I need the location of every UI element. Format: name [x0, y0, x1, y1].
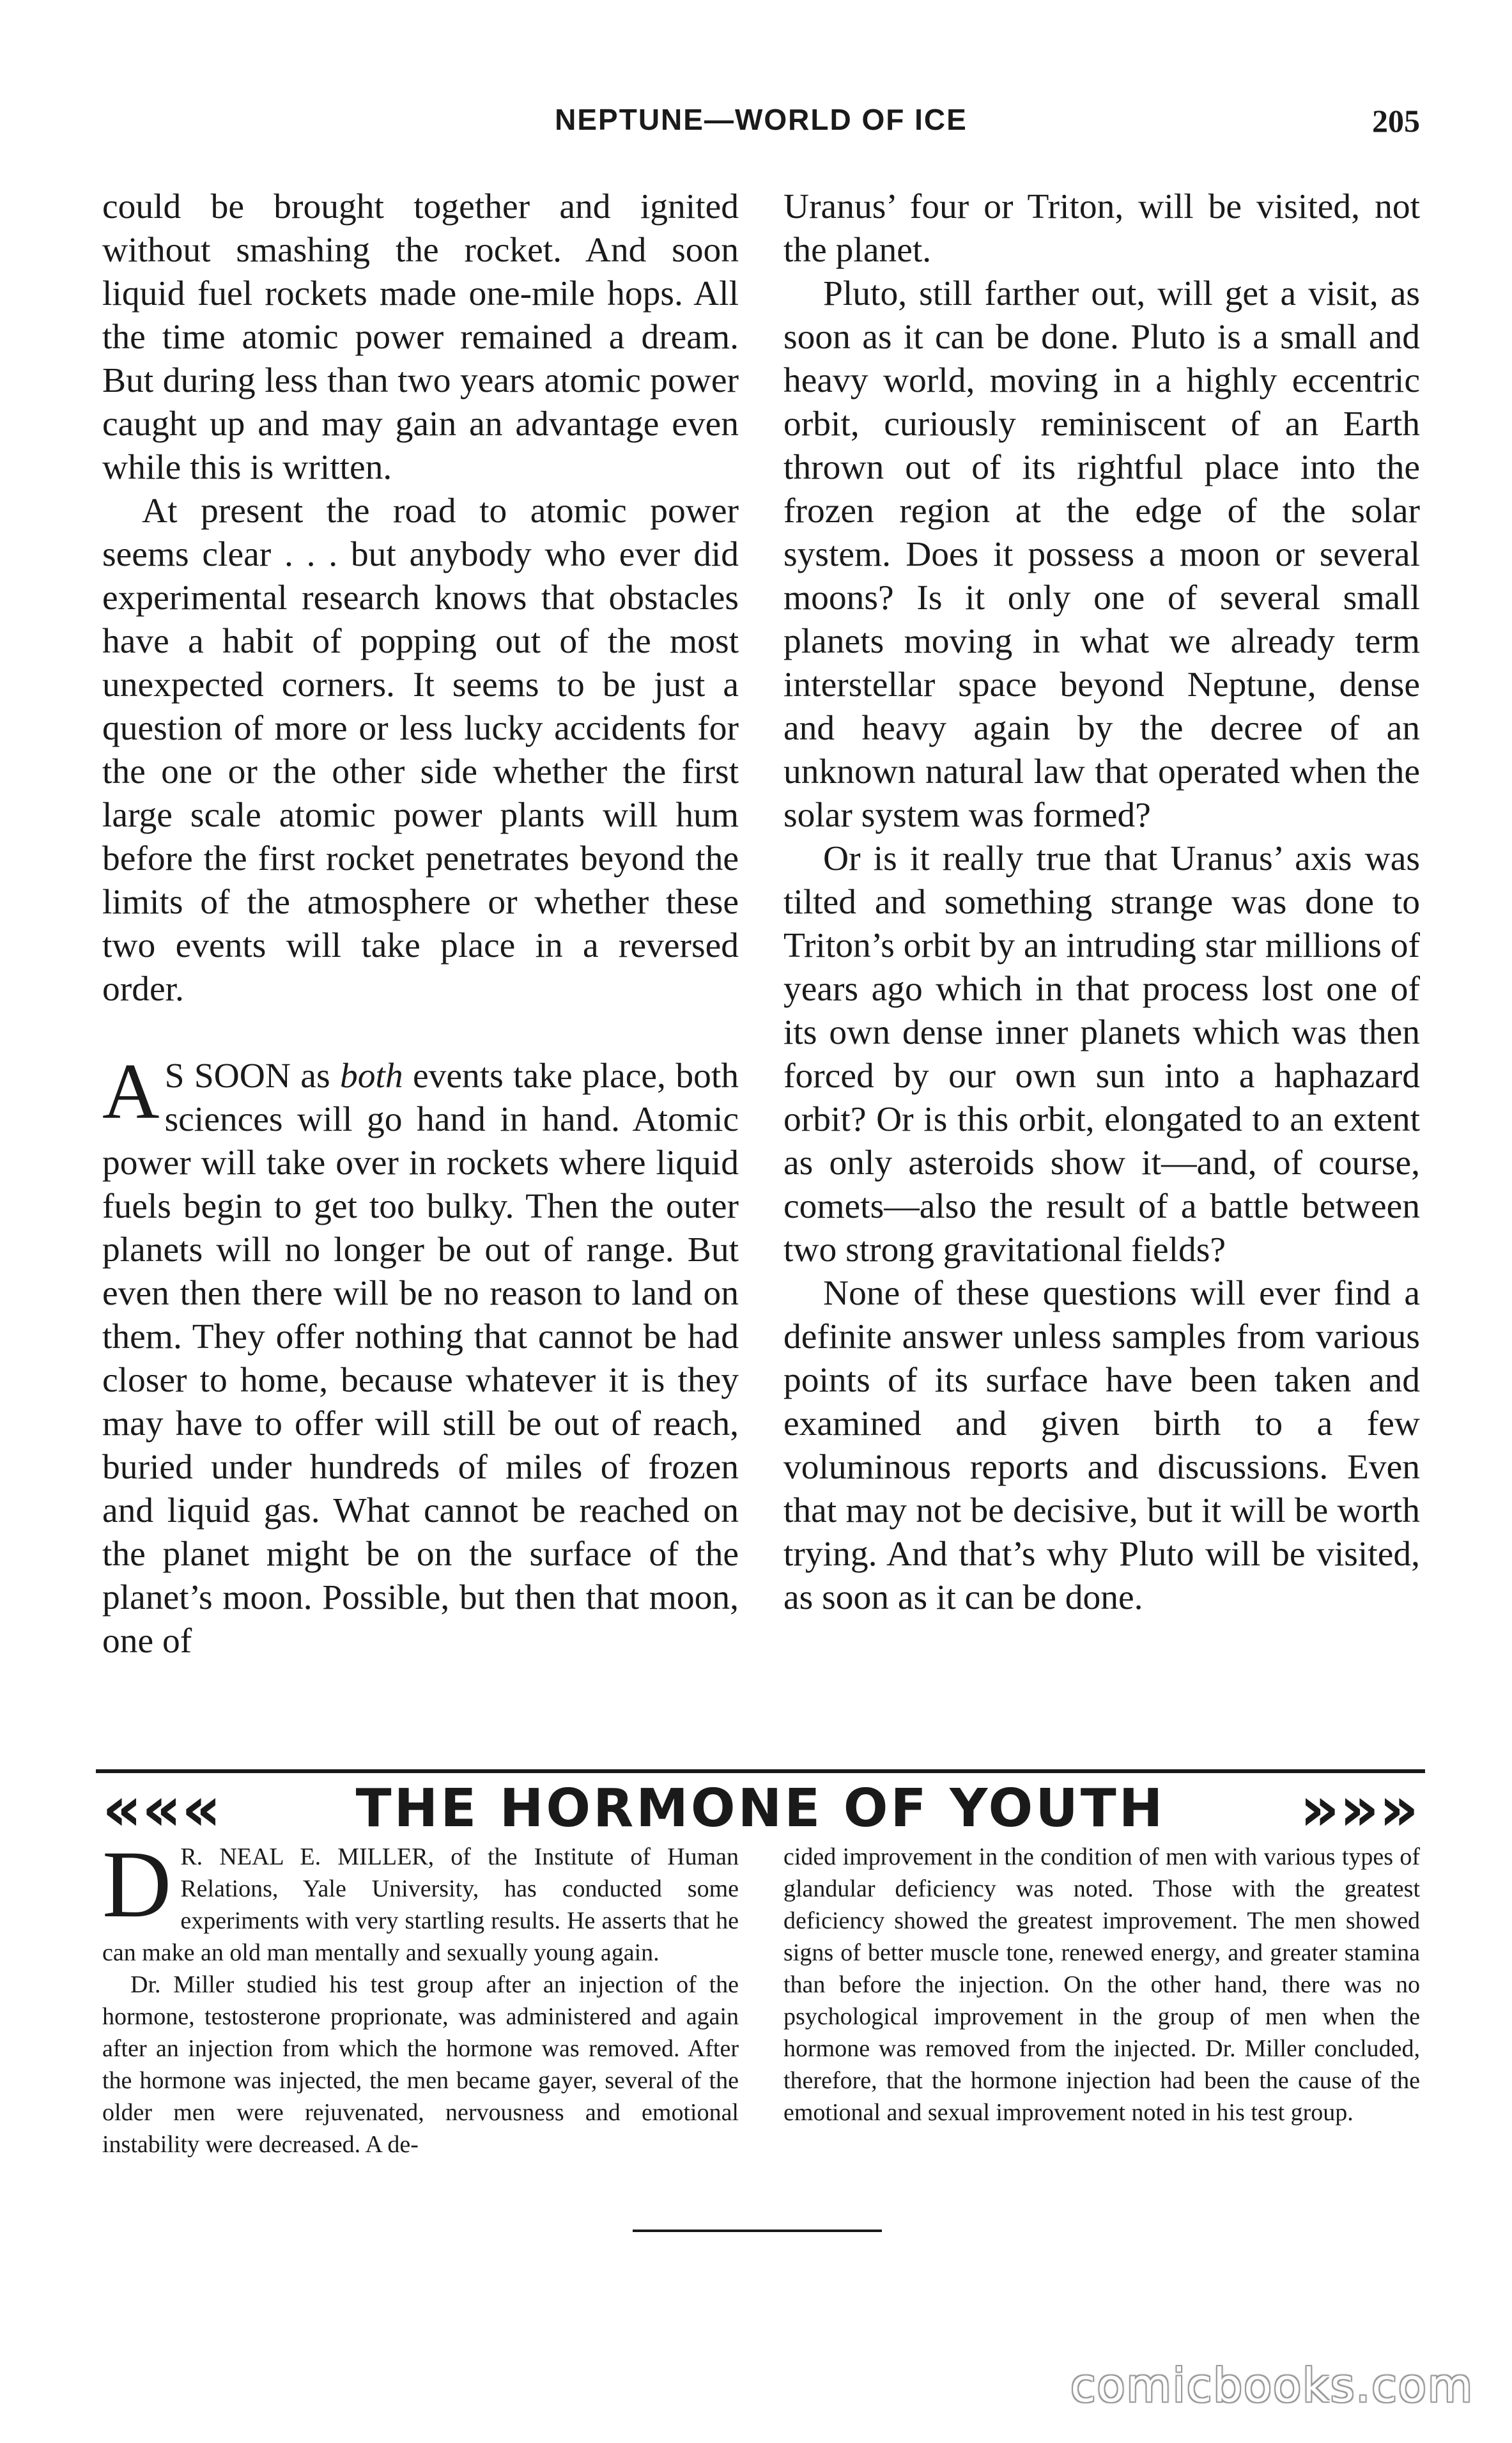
sidebar-body: [102, 1831, 1420, 2212]
sidebar-top-rule: [96, 1769, 1425, 1773]
emphasis: both: [339, 1057, 403, 1096]
paragraph: Or is it really true that Uranus’ axis was tilted and something strange was done to Triton’s orbit by an intruding star millions of years ago which in that process lost one of its own dense inner planets which was then forced by our own sun into a haphazard orbit? Or is this orbit, elongated to an extent as only asteroids show it—and, of course, comets—also the result of a battle between two strong gravitational fields?: [783, 839, 1420, 1269]
running-title: NEPTUNE—WORLD OF ICE: [555, 103, 968, 136]
article-column-right: [783, 185, 1420, 1764]
page-number: 205: [1372, 103, 1420, 139]
watermark-logo: comicbooks.com: [1070, 2359, 1474, 2412]
section-paragraph: [102, 1048, 739, 1663]
text-run: events take place, both sciences will go hand in hand. Atomic power will take over in rockets where liquid fuels begin to get too bulky. Then the outer planets will no longer be out of range. But even then there will be no reason to land on them. They offer nothing that cannot be had closer to home, because whatever it is they may have to offer will still be out of reach, buried under hundreds of miles of frozen and liquid gas. What cannot be reached on the planet might be on the surface of the planet’s moon. Possible, but then that moon, one of: [102, 1057, 739, 1661]
text-run: R. NEAL E. MILLER, of the Institute of Human Relations, Yale University, has conducted some experiments with very startling results. He asserts that he can make an old man mentally and sexually young again.: [102, 1843, 739, 1966]
paragraph: Pluto, still farther out, will get a visit, as soon as it can be done. Pluto is a small and heavy world, moving in a highly eccentric orbit, curiously reminiscent of an Earth thrown out of its rightful place into the frozen region at the edge of the solar system. Does it possess a moon or several moons? Is it only one of several small planets moving in what we already term interstellar space beyond Neptune, dense and heavy again by the decree of an unknown natural law that operated when the solar system was formed?: [783, 274, 1420, 835]
text-run: S SOON as: [164, 1057, 340, 1096]
paragraph: could be brought together and ignited without smashing the rocket. And soon liquid fuel rockets made one-mile hops. All the time atomic power remained a dream. But during less than two years atomic power caught up and may gain an advantage even while this is written.: [102, 187, 739, 487]
article-body: [102, 185, 1420, 1764]
sidebar-paragraph: Dr. Miller studied his test group after an injection of the hormone, testosterone proprionate, was administered and again after an injection from which the hormone was removed. After the hormone was injected, the men became gayer, several of the older men were rejuvenated, nervousness and emotional instability were decreased. A de-: [102, 1971, 739, 2158]
guillemet-left-ornament: «««: [102, 1773, 222, 1845]
sidebar-title: THE HORMONE OF YOUTH: [355, 1778, 1166, 1839]
guillemet-right-ornament: »»»: [1299, 1773, 1419, 1845]
paragraph: None of these questions will ever find a definite answer unless samples from various points of its surface have been taken and examined and given birth to a few voluminous reports and discussions. Even that may not be decisive, but it will be worth trying. And that’s why Pluto will be visited, as soon as it can be done.: [783, 1274, 1420, 1617]
sidebar-bottom-rule: [633, 2230, 882, 2232]
paragraph: At present the road to atomic power seems clear . . . but anybody who ever did experimental research knows that obstacles have a habit of popping out of the most unexpected corners. It seems to be just a question of more or less lucky accidents for the one or the other side whether the first large scale atomic power plants will hum before the first rocket penetrates beyond the limits of the atmosphere or whether these two events will take place in a reversed order.: [102, 492, 739, 1009]
drop-cap: D: [102, 1831, 172, 1937]
sidebar-column-right: [783, 1841, 1420, 2212]
sidebar-paragraph: cided improvement in the condition of men with various types of glandular deficiency was noted. Those with the greatest deficiency showed the greatest improvement. The men showed signs of better muscle tone, renewed energy, and greater stamina than before the injection. On the other hand, there was no psychological improvement in the group of men when the hormone was removed from the injected. Dr. Miller concluded, therefore, that the hormone injection had been the cause of the emotional and sexual improvement noted in his test group.: [783, 1843, 1420, 2126]
drop-cap: A: [102, 1048, 160, 1135]
running-header: [102, 102, 1420, 147]
sidebar-paragraph: [102, 1831, 739, 1969]
sidebar-header: [96, 1773, 1425, 1847]
sidebar-column-left: [102, 1831, 739, 2212]
article-column-left: [102, 185, 739, 1764]
paragraph: Uranus’ four or Triton, will be visited, not the planet.: [783, 187, 1420, 270]
